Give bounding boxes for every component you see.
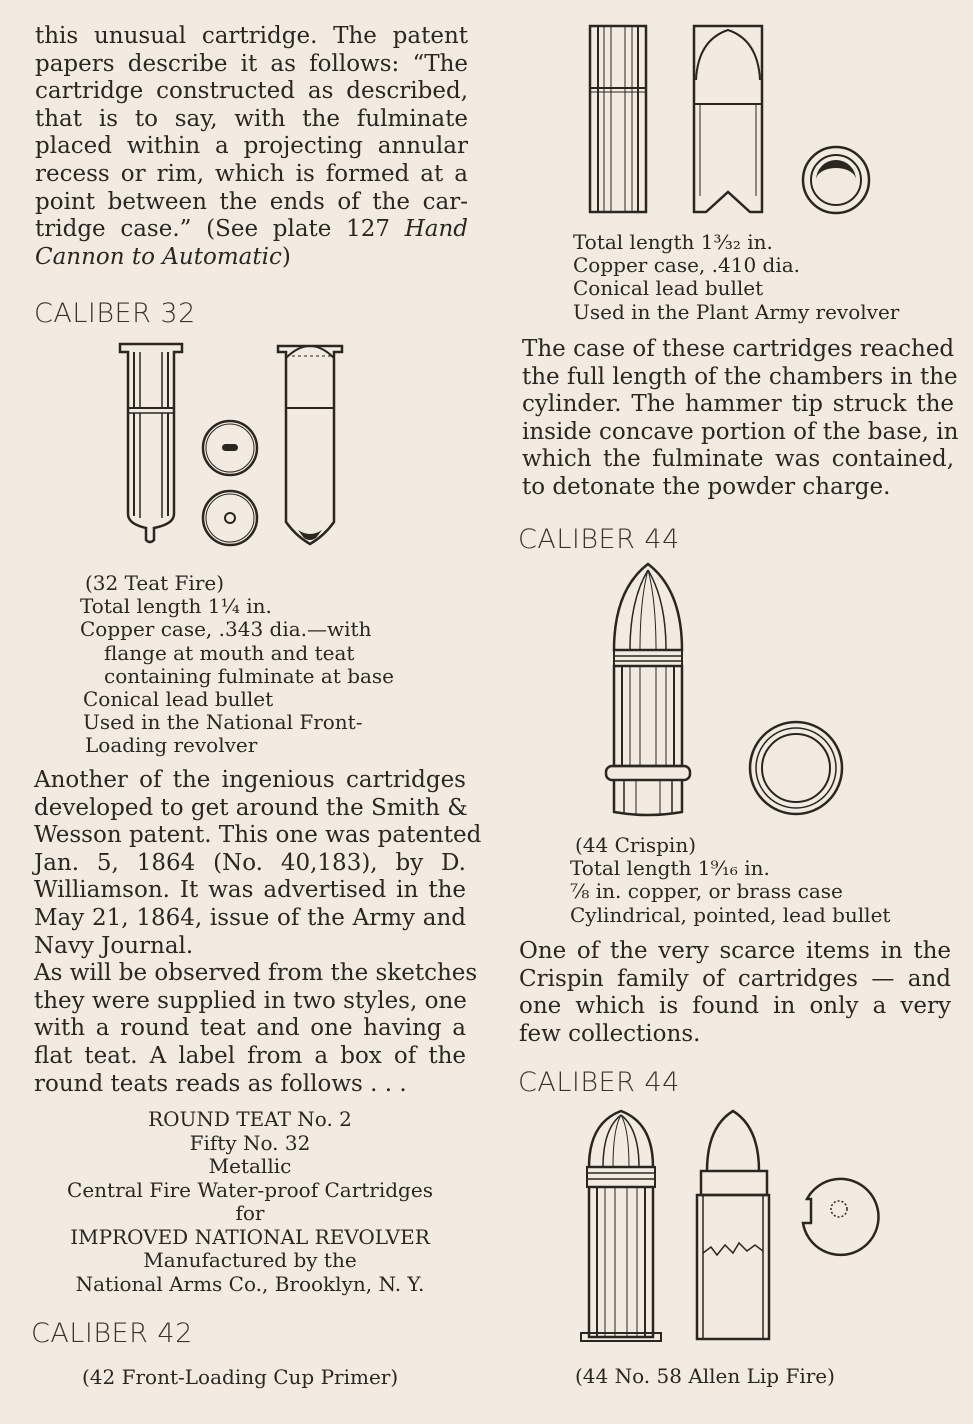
caliber-42-heading: CALIBER 42	[31, 1318, 193, 1349]
book-reference: Hand	[404, 216, 468, 243]
intro-line: this unusual cartridge. The patent	[35, 23, 468, 49]
teat-fire-cartridge-side-view	[120, 344, 182, 542]
crispin-paragraph	[519, 938, 951, 1048]
paragraph-line: Crispin family of cartridges — and	[519, 965, 951, 992]
intro-close: )	[281, 243, 291, 270]
caliber-42-caption: (42 Front-Loading Cup Primer)	[82, 1365, 399, 1389]
spec-used-in: Used in the National Front-	[83, 710, 363, 735]
paragraph-line: cylinder. The hammer tip struck the	[522, 391, 954, 418]
paragraph-line: developed to get around the Smith &	[34, 794, 468, 821]
caliber-44-allen-heading: CALIBER 44	[518, 1067, 680, 1098]
intro-line: point between the ends of the car-	[35, 188, 468, 215]
plant-cartridge-base-view	[803, 147, 869, 213]
paragraph-line: Wesson patent. This one was patented	[34, 822, 482, 849]
flat-teat-base-view	[203, 491, 257, 545]
plant-cartridge-side-view	[590, 26, 646, 212]
paragraph-line: round teats reads as follows . . .	[34, 1070, 407, 1097]
spec-bullet: Conical lead bullet	[573, 276, 764, 301]
intro-paragraph	[35, 23, 468, 271]
paragraph-line: inside concave portion of the base, in	[522, 418, 959, 445]
intro-line: placed within a projecting annular	[35, 133, 468, 160]
intro-line: tridge case.” (See plate 127	[35, 216, 390, 243]
paragraph-line: they were supplied in two styles, one	[34, 987, 467, 1014]
box-label-line: IMPROVED NATIONAL REVOLVER	[70, 1224, 430, 1249]
paragraph-line: flat teat. A label from a box of the	[34, 1042, 466, 1069]
allen-cartridge-section-view	[697, 1111, 769, 1339]
paragraph-line: to detonate the powder charge.	[522, 473, 891, 500]
allen-cartridge-base-view	[803, 1179, 879, 1255]
spec-model: (44 Crispin)	[575, 833, 697, 857]
plant-paragraph	[522, 336, 959, 502]
intro-line-with-ref	[35, 216, 468, 244]
spec-used-in: Used in the Plant Army revolver	[573, 299, 900, 324]
plant-cartridge-section-view	[694, 26, 762, 212]
spec-case: ⅞ in. copper, or brass case	[570, 879, 843, 904]
box-label-line: Metallic	[208, 1154, 292, 1178]
paragraph-line: Jan. 5, 1864 (No. 40,183), by D.	[34, 849, 466, 876]
box-label-line: National Arms Co., Brooklyn, N. Y.	[75, 1271, 425, 1296]
paragraph-line: May 21, 1864, issue of the Army and	[34, 904, 466, 931]
box-label-line: Manufactured by the	[143, 1248, 357, 1272]
intro-line-last	[35, 244, 468, 272]
paragraph-line: Williamson. It was advertised in the	[34, 877, 466, 904]
paragraph-line: few collections.	[519, 1020, 701, 1047]
paragraph-line: As will be observed from the sketches	[34, 960, 478, 987]
box-label	[34, 1108, 466, 1296]
paragraph-line: with a round teat and one having a	[34, 1015, 466, 1042]
caliber-44-crispin-heading: CALIBER 44	[518, 524, 680, 555]
spec-model: (32 Teat Fire)	[85, 571, 225, 595]
spec-case: Copper case, .410 dia.	[573, 253, 801, 278]
spec-bullet: Cylindrical, pointed, lead bullet	[570, 902, 891, 927]
crispin-cartridge-illustration	[600, 560, 850, 820]
paragraph-line: Navy Journal.	[34, 932, 194, 959]
plant-spec	[573, 231, 899, 324]
spec-bullet: Conical lead bullet	[83, 687, 274, 712]
caliber-32-spec	[80, 572, 394, 758]
paragraph-line: which the fulminate was contained,	[522, 446, 954, 473]
crispin-cartridge-base-view	[750, 722, 842, 814]
box-label-line: Central Fire Water-proof Cartridges	[67, 1177, 433, 1202]
caliber-32-heading: CALIBER 32	[34, 298, 196, 329]
spec-case: Copper case, .343 dia.—with	[80, 617, 372, 642]
box-label-line: for	[235, 1201, 265, 1225]
paragraph-line: One of the very scarce items in the	[519, 938, 951, 964]
paragraph-line: The case of these cartridges reached	[522, 336, 955, 362]
intro-line: papers describe it as follows: “The	[35, 50, 468, 77]
round-teat-base-view	[203, 421, 257, 475]
intro-line: recess or rim, which is formed at a	[35, 160, 468, 187]
allen-lip-fire-illustration	[575, 1105, 885, 1350]
box-label-line: Fifty No. 32	[189, 1130, 311, 1155]
spec-used-in-cont: Loading revolver	[85, 733, 258, 758]
caliber-32-illustration	[110, 338, 360, 553]
spec-total-length: Total length 1⁹⁄₁₆ in.	[570, 856, 770, 881]
paragraph-line: one which is found in only a very	[519, 993, 951, 1020]
spec-case-cont: flange at mouth and teat	[104, 640, 355, 665]
intro-line: that is to say, with the fulminate	[35, 105, 468, 132]
williamson-paragraph	[34, 767, 482, 1098]
allen-caption: (44 No. 58 Allen Lip Fire)	[575, 1364, 835, 1388]
plant-cartridge-illustration	[580, 20, 880, 220]
paragraph-line: Another of the ingenious cartridges	[34, 767, 466, 793]
spec-case-cont: containing fulminate at base	[104, 663, 395, 688]
teat-fire-cartridge-section-view	[278, 346, 342, 544]
box-label-line: ROUND TEAT No. 2	[148, 1107, 352, 1131]
paragraph-line: the full length of the chambers in the	[522, 363, 958, 390]
spec-total-length: Total length 1³⁄₃₂ in.	[573, 230, 773, 254]
intro-line: cartridge constructed as described,	[35, 78, 468, 105]
crispin-cartridge-side-view	[606, 564, 690, 816]
allen-cartridge-side-view	[581, 1111, 661, 1341]
book-reference: Cannon to Automatic	[35, 243, 282, 270]
spec-total-length: Total length 1¼ in.	[80, 594, 272, 619]
crispin-spec	[570, 834, 890, 927]
